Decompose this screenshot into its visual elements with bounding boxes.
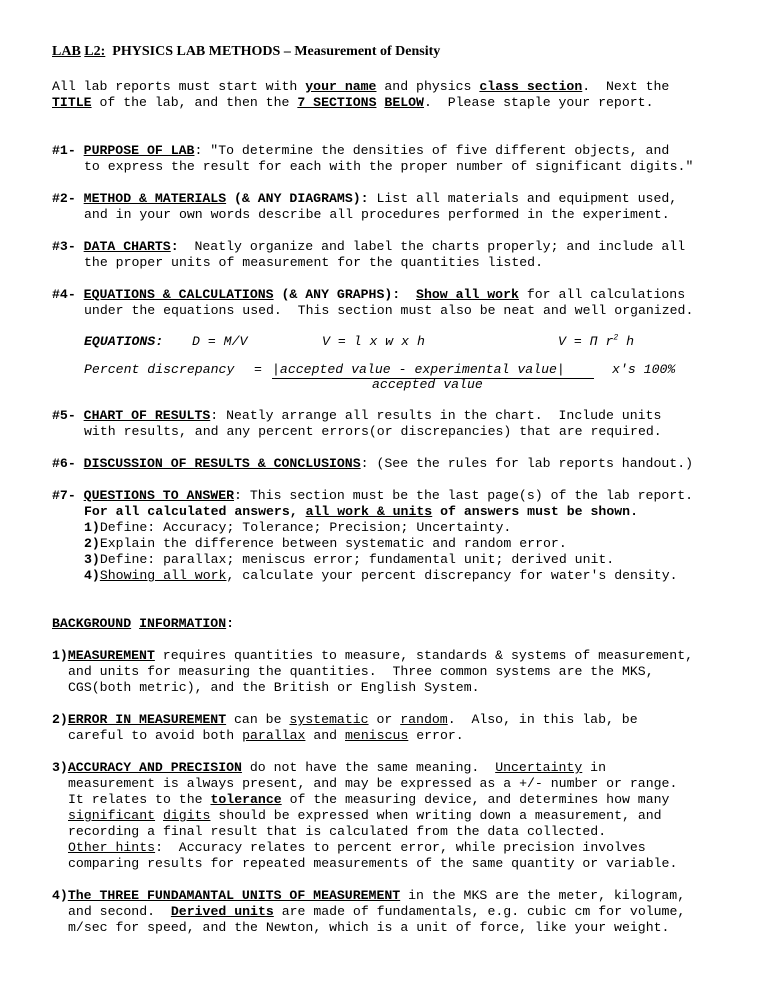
title-code: L2:: [84, 44, 106, 59]
equation-volume-cylinder: V = Π $r^2$ h: [558, 333, 635, 349]
background-4-line-2: and second. Derived units are made of fundamentals, e.g. cubic cm for volume,: [68, 904, 686, 919]
section-4-heading: #4- EQUATIONS & CALCULATIONS (& ANY GRAPHS): Show all work for all calculations: [52, 287, 686, 302]
section-3-heading: #3- DATA CHARTS: Neatly organize and label the charts properly; and include all: [52, 239, 686, 254]
background-2-line-2: careful to avoid both parallax and meniscus error.: [68, 728, 464, 743]
title-text: PHYSICS LAB METHODS – Measurement of Density: [105, 44, 441, 59]
background-3-line-6: Other hints: Accuracy relates to percent error, while precision involves: [68, 840, 646, 855]
background-4-line-3: m/sec for speed, and the Newton, which is a unit of force, like your weight.: [68, 920, 670, 935]
section-7-heading: #7- QUESTIONS TO ANSWER: This section must be the last page(s) of the lab report.: [52, 488, 694, 503]
section-5-heading: #5- CHART OF RESULTS: Neatly arrange all results in the chart. Include units: [52, 408, 662, 423]
question-1: 1)Define: Accuracy; Tolerance; Precision; Uncertainty.: [84, 520, 512, 535]
background-3-line-3: It relates to the tolerance of the measuring device, and determines how many: [68, 792, 670, 807]
section-1-line-2: to express the result for each with the proper number of significant digits.": [84, 159, 694, 174]
section-1-heading: #1- PURPOSE OF LAB: "To determine the densities of five different objects, and: [52, 143, 670, 158]
percent-discrepancy-label: Percent discrepancy: [84, 362, 235, 377]
background-3-line-4: significant digits should be expressed when writing down a measurement, and: [68, 808, 662, 823]
title-lab: LAB: [52, 44, 81, 59]
section-5-line-2: with results, and any percent errors(or discrepancies) that are required.: [84, 424, 662, 439]
section-6-heading: #6- DISCUSSION OF RESULTS & CONCLUSIONS: (See the rules for lab reports handout.): [52, 456, 694, 471]
section-3-line-2: the proper units of measurement for the quantities listed.: [84, 255, 543, 270]
intro-line-1: All lab reports must start with your name and physics class section. Next the: [52, 79, 670, 94]
section-2-line-2: and in your own words describe all procedures performed in the experiment.: [84, 207, 670, 222]
background-heading: BACKGROUND INFORMATION:: [52, 616, 235, 631]
page-title: [52, 44, 440, 60]
background-2-line-1: 2)ERROR IN MEASUREMENT can be systematic or random. Also, in this lab, be: [52, 712, 638, 727]
section-2-heading: #2- METHOD & MATERIALS (& ANY DIAGRAMS): List all materials and equipment used,: [52, 191, 678, 206]
equation-density: D = M/V: [192, 334, 248, 349]
background-4-line-1: 4)The THREE FUNDAMANTAL UNITS OF MEASUREMENT in the MKS are the meter, kilogram,: [52, 888, 686, 903]
equations-label: EQUATIONS:: [84, 334, 164, 349]
percent-discrepancy-equals: =: [254, 362, 262, 377]
percent-discrepancy-multiplier: x's 100%: [612, 362, 676, 377]
question-2: 2)Explain the difference between systematic and random error.: [84, 536, 567, 551]
section-7-line-2: For all calculated answers, all work & units of answers must be shown.: [84, 504, 638, 519]
background-1-line-3: CGS(both metric), and the British or English System.: [68, 680, 480, 695]
question-4: 4)Showing all work, calculate your percent discrepancy for water's density.: [84, 568, 678, 583]
intro-line-2: TITLE of the lab, and then the 7 SECTIONS BELOW. Please staple your report.: [52, 95, 654, 110]
background-1-line-1: 1)MEASUREMENT requires quantities to measure, standards & systems of measurement,: [52, 648, 694, 663]
background-3-line-5: recording a final result that is calculated from the data collected.: [68, 824, 607, 839]
background-1-line-2: and units for measuring the quantities. Three common systems are the MKS,: [68, 664, 654, 679]
background-3-line-7: comparing results for repeated measurements of the same quantity or variable.: [68, 856, 678, 871]
background-3-line-2: measurement is always present, and may be expressed as a +/- number or range.: [68, 776, 678, 791]
background-3-line-1: 3)ACCURACY AND PRECISION do not have the same meaning. Uncertainty in: [52, 760, 606, 775]
percent-discrepancy-denominator: accepted value: [372, 377, 483, 392]
percent-discrepancy-numerator: |accepted value - experimental value|: [272, 362, 565, 377]
equation-volume-box: V = l x w x h: [322, 334, 425, 349]
section-4-line-2: under the equations used. This section must also be neat and well organized.: [84, 303, 694, 318]
question-3: 3)Define: parallax; meniscus error; fundamental unit; derived unit.: [84, 552, 615, 567]
